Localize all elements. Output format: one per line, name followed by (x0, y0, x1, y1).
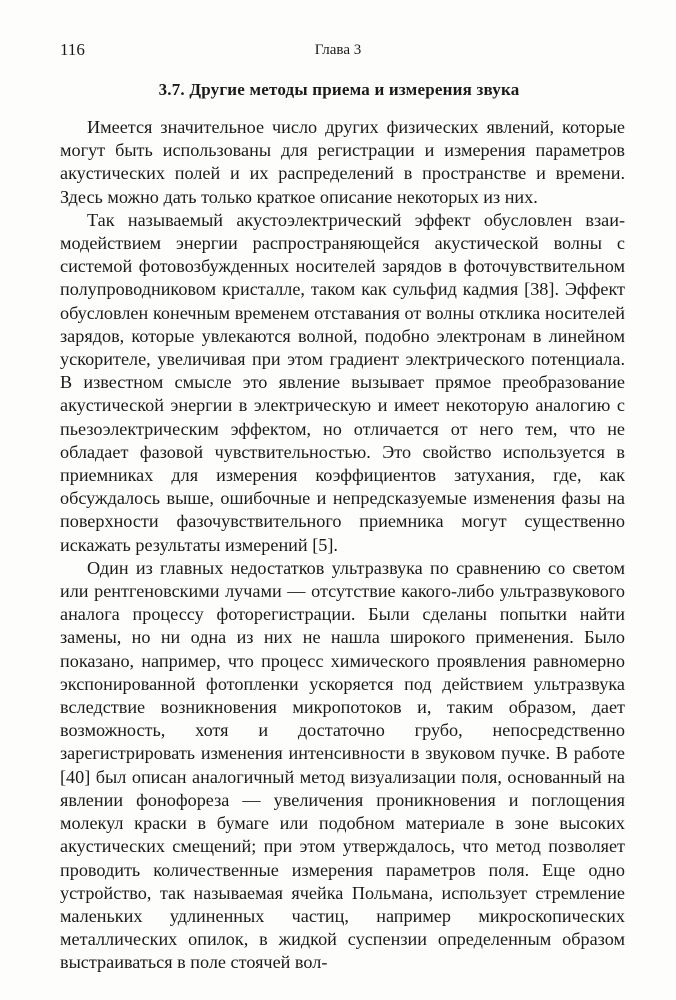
paragraph-1: Имеется значительное число других физических явлений, которые могут быть использованы для регистрации и измерения параметров акустических полей и их распределений в пространстве и времени. Здесь можно дать только краткое описание некоторых из них. (60, 117, 625, 207)
running-head: Глава 3 (314, 42, 362, 58)
paragraph-3: Один из главных недостатков ультразвука по сравнению со светом или рентгеновскими лучами — отсутствие какого-либо ультразвукового аналога процессу фоторегистрации. Были сделаны попытки найти замены, но ни одна из них не нашла широкого применения. Было показано, например, что процесс химического проявления равномерно экспонированной фотопленки ускоряется под действием ультразвука вследствие возникновения микропотоков и, таким образом, дает возможность, хотя и достаточно грубо, непосредственно зарегистрировать изменения интенсивности в звуковом пучке. В работе [40] был описан аналогичный метод визуализации поля, основанный на явлении фонофореза — увеличения проникновения и поглощения молекул краски в бумаге или подобном материале в зоне высоких акустических смещений; при этом утверждалось, что метод позволяет проводить количественные измерения параметров поля. Еще одно устройство, так называемая ячейка Польмана, использует стремление маленьких удлиненных частиц, например микроскопических металлических опилок, в жидкой суспензии определенным образом выстраиваться в поле стоячей вол- (60, 557, 625, 973)
page-number: 116 (60, 40, 85, 59)
paragraph-2: Так называемый акустоэлектрический эффект обусловлен взаимодействием энергии распространяющейся акустической волны с системой фотовозбужденных носителей зарядов в фоточувствительном полупроводниковом кристалле, таком как сульфид кадмия [38]. Эффект обусловлен конечным временем отставания от волны отклика носителей зарядов, которые увлекаются волной, подобно электронам в линейном ускорителе, увеличивая при этом градиент электрического потенциала. В известном смысле это явление вызывает прямое преобразование акустической энергии в электрическую и имеет некоторую аналогию с пьезоэлектрическим эффектом, но отличается от него тем, что не обладает фазовой чувствительностью. Это свойство используется в приемниках для измерения коэффициентов затухания, где, как обсуждалось выше, ошибочные и непредсказуемые изменения фазы на поверхности фазочувствительного приемника могут существенно искажать результаты измерений [5]. (60, 209, 625, 555)
body-text (60, 116, 625, 975)
section-heading: 3.7. Другие методы приема и измерения звука (158, 80, 520, 99)
